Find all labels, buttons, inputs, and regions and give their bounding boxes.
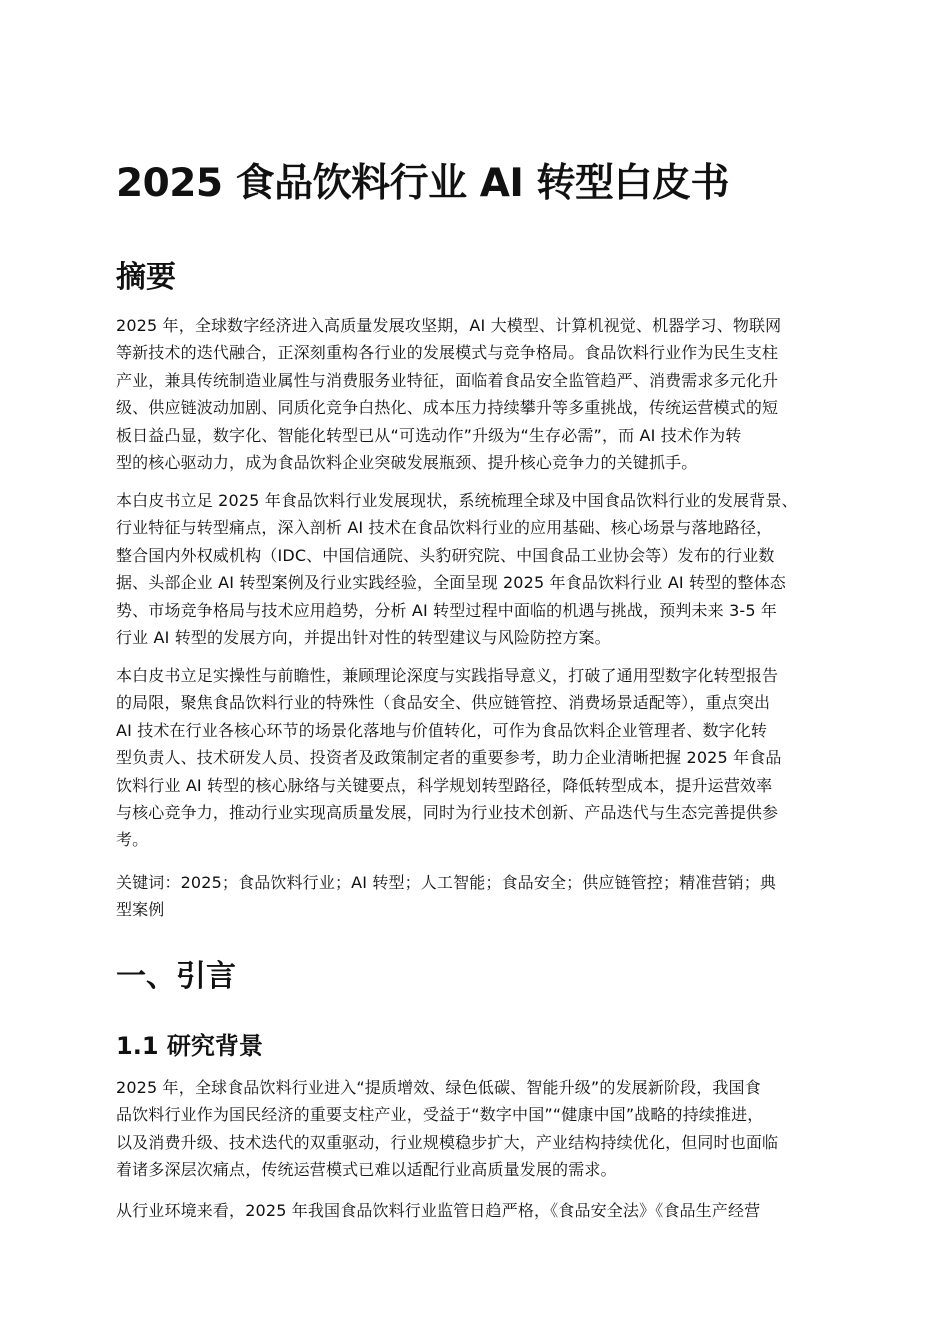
text-line: 本白皮书立足 2025 年食品饮料行业发展现状，系统梳理全球及中国食品饮料行业的发展背景、 (116, 491, 798, 510)
text-line: 与核心竞争力，推动行业实现高质量发展，同时为行业技术创新、产品迭代与生态完善提供参 (116, 803, 779, 823)
text-line: 从行业环境来看，2025 年我国食品饮料行业监管日趋严格，《食品安全法》《食品生产经营 (116, 1201, 761, 1220)
text-line: 型案例 (116, 900, 165, 920)
text-line: 板日益凸显，数字化、智能化转型已从“可选动作”升级为“生存必需”，而 AI 技术作为转 (116, 425, 742, 445)
text-line: 型的核心驱动力，成为食品饮料企业突破发展瓶颈、提升核心竞争力的关键抓手。 (116, 453, 698, 473)
text-line: 等新技术的迭代融合，正深刻重构各行业的发展模式与竞争格局。食品饮料行业作为民生支柱 (116, 343, 779, 363)
subsection-1-1-heading: 1.1 研究背景 (116, 1032, 263, 1060)
text-line: 势、市场竞争格局与技术应用趋势，分析 AI 转型过程中面临的机遇与挑战，预判未来 3-5 年 (116, 600, 778, 620)
text-line: 2025 年，全球食品饮料行业进入“提质增效、绿色低碳、智能升级”的发展新阶段，我国食 (116, 1078, 761, 1097)
text-line: 本白皮书立足实操性与前瞻性，兼顾理论深度与实践指导意义，打破了通用型数字化转型报告 (116, 666, 779, 685)
text-line: 的局限，聚焦食品饮料行业的特殊性（食品安全、供应链管控、消费场景适配等），重点突出 (116, 693, 771, 713)
text-line: 考。 (116, 830, 149, 850)
section-1-heading: 一、引言 (116, 959, 236, 994)
text-line: 品饮料行业作为国民经济的重要支柱产业，受益于“数字中国”“健康中国”战略的持续推进， (116, 1105, 764, 1125)
text-line: AI 技术在行业各核心环节的场景化落地与价值转化，可作为食品饮料企业管理者、数字化转 (116, 720, 768, 740)
section-1-1-paragraph-1 (116, 1074, 840, 1184)
abstract-paragraph-2 (116, 487, 840, 651)
text-line: 型负责人、技术研发人员、投资者及政策制定者的重要参考，助力企业清晰把握 2025 年食品 (116, 748, 782, 768)
abstract-paragraph-1 (116, 312, 840, 476)
text-line: 着诸多深层次痛点，传统运营模式已难以适配行业高质量发展的需求。 (116, 1160, 617, 1180)
text-line: 整合国内外权威机构（IDC、中国信通院、头豹研究院、中国食品工业协会等）发布的行业数 (116, 545, 775, 565)
text-line: 产业，兼具传统制造业属性与消费服务业特征，面临着食品安全监管趋严、消费需求多元化升 (116, 370, 779, 390)
document-title: 2025 食品饮料行业 AI 转型白皮书 (116, 161, 729, 206)
text-line: 关键词：2025；食品饮料行业；AI 转型；人工智能；食品安全；供应链管控；精准营销；典 (116, 873, 777, 892)
text-line: 2025 年，全球数字经济进入高质量发展攻坚期，AI 大模型、计算机视觉、机器学习、物联网 (116, 316, 782, 335)
text-line: 以及消费升级、技术迭代的双重驱动，行业规模稳步扩大，产业结构持续优化，但同时也面临 (116, 1132, 779, 1152)
text-line: 行业特征与转型痛点，深入剖析 AI 技术在食品饮料行业的应用基础、核心场景与落地路径， (116, 518, 773, 538)
abstract-paragraph-3 (116, 662, 840, 854)
text-line: 级、供应链波动加剧、同质化竞争白热化、成本压力持续攀升等多重挑战，传统运营模式的短 (116, 398, 779, 418)
text-line: 行业 AI 转型的发展方向，并提出针对性的转型建议与风险防控方案。 (116, 628, 611, 648)
section-1-1-paragraph-2 (116, 1197, 840, 1224)
keywords-paragraph (116, 869, 840, 924)
text-line: 据、头部企业 AI 转型案例及行业实践经验，全面呈现 2025 年食品饮料行业 AI 转型的整体态 (116, 573, 786, 593)
abstract-heading: 摘要 (116, 260, 176, 295)
text-line: 饮料行业 AI 转型的核心脉络与关键要点，科学规划转型路径，降低转型成本，提升运营效率 (116, 775, 773, 795)
